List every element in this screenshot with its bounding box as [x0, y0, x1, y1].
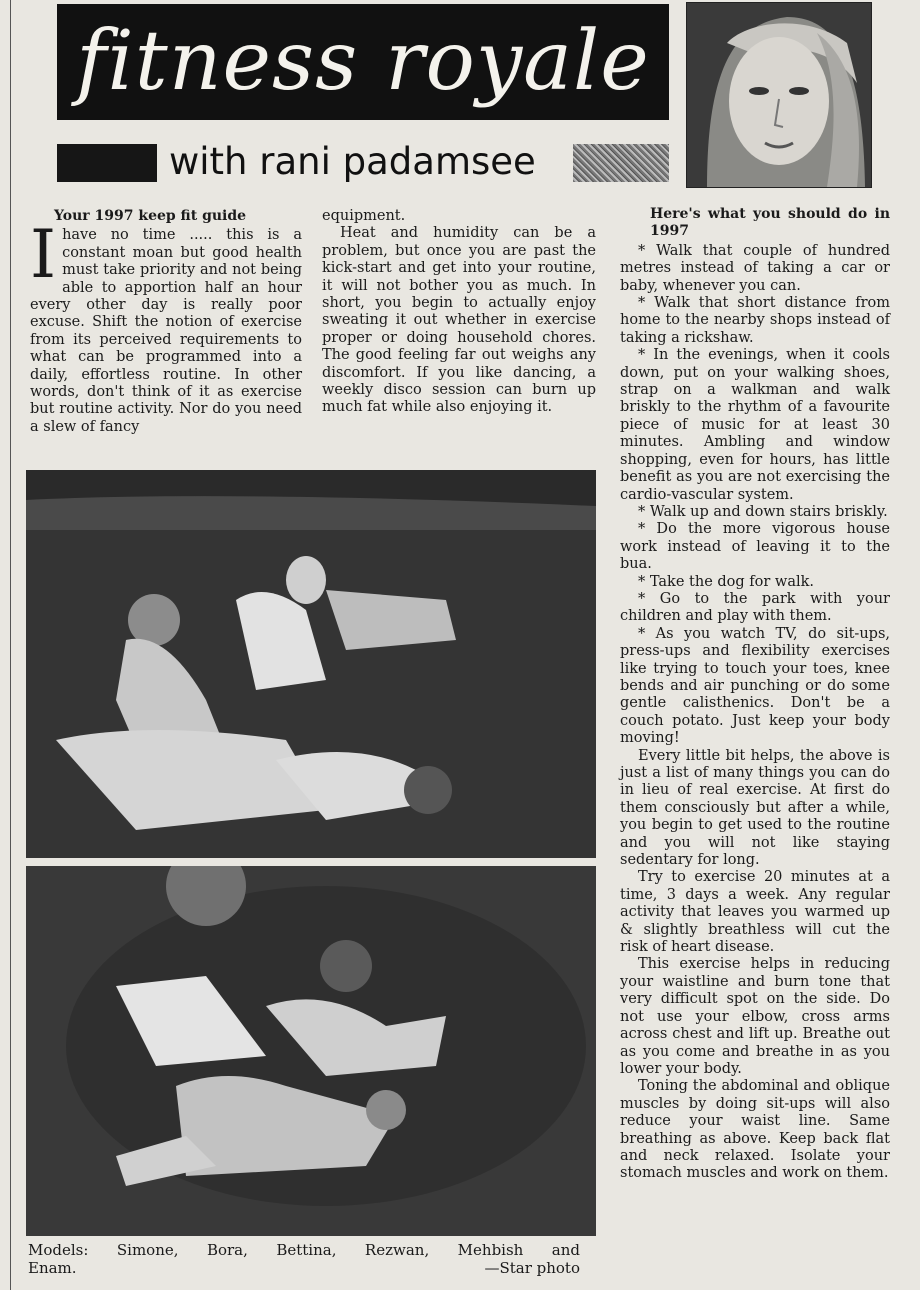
intro-column: [30, 208, 302, 436]
drop-cap: I: [30, 216, 57, 294]
tip-item: * Walk that couple of hundred metres instead of taking a car or baby, whenever you can.: [620, 242, 890, 294]
second-col-text: Heat and humidity can be a problem, but once you are past the kick-start and get into your routine, it will not bother you as much. In short, you begin to actually enjoy sweating it out whether in exercise proper or doing household chores. The good feeling far out weighs any discomfort. If you like dancing, a weekly disco session can burn up much fat while also enjoying it.: [322, 225, 596, 416]
exercise-photo-bottom: [26, 866, 596, 1236]
second-column: [322, 208, 596, 417]
intro-subhead: Your 1997 keep fit guide: [54, 208, 247, 224]
byline-decor-left: [57, 144, 157, 182]
intro-text: have no time ..... this is a constant moan but good health must take priority and not being able to apportion half an hour every other day is really poor excuse. Shift the notion of exercise from its perceived requirements to what can be programmed into a daily, effortless routine. In other words, don't think of it as exercise but routine activity. Nor do you need a slew of fancy: [30, 227, 302, 435]
byline-decor-right: [573, 144, 669, 182]
tip-item: * Do the more vigorous house work instead of leaving it to the bua.: [620, 521, 890, 573]
tip-item: * In the evenings, when it cools down, put on your walking shoes, strap on a walkman and walk briskly to the rhythm of a favourite piece of music for at least 30 minutes. Ambling and window shopping, even for hours, has little benefit as you are not exercising the cardio-vascular system.: [620, 347, 890, 503]
tip-item: * Walk up and down stairs briskly.: [638, 503, 888, 520]
photo-caption: [28, 1241, 580, 1277]
masthead: [57, 4, 669, 120]
byline: with rani padamsee: [169, 140, 536, 183]
photo-credit: —Star photo: [484, 1259, 580, 1277]
tips-column: [620, 206, 890, 1183]
caption-models: Models: Simone, Bora, Bettina, Rezwan, Mehbish and: [28, 1241, 580, 1259]
page-rule: [10, 0, 11, 1290]
caption-models-end: Enam.: [28, 1259, 77, 1277]
second-col-lead: equipment.: [322, 208, 406, 224]
tip-item: * Take the dog for walk.: [638, 573, 815, 590]
body-paragraph: Try to exercise 20 minutes at a time, 3 days a week. Any regular activity that leaves you warmed up & slightly breathless will cut the risk of heart disease.: [620, 869, 890, 956]
column-title: fitness royale: [76, 14, 650, 109]
body-paragraph: This exercise helps in reducing your waistline and burn tone that very difficult spot on the side. Do not use your elbow, cross arms across chest and lift up. Breathe out as you come and breathe in as you lower your body.: [620, 956, 890, 1077]
tip-item: * Go to the park with your children and play with them.: [620, 590, 890, 625]
author-portrait: [686, 2, 872, 188]
body-paragraph: Every little bit helps, the above is just a list of many things you can do in lieu of real exercise. At first do them consciously but after a while, you begin to get used to the routine and you will not like staying sedentary for long.: [620, 747, 890, 869]
tip-item: * As you watch TV, do sit-ups, press-ups and flexibility exercises like trying to touch your toes, knee bends and air punching or do some gentle calisthenics. Don't be a couch potato. Just keep your body moving!: [620, 625, 890, 747]
body-paragraph: Toning the abdominal and oblique muscles by doing sit-ups will also reduce your waist line. Same breathing as above. Keep back flat and neck relaxed. Isolate your stomach muscles and work on them.: [620, 1078, 890, 1182]
byline-row: [57, 138, 669, 186]
tips-subhead: Here's what you should do in 1997: [650, 206, 890, 240]
tip-item: * Walk that short distance from home to the nearby shops instead of taking a rickshaw.: [620, 295, 890, 346]
exercise-photo-top: [26, 470, 596, 858]
